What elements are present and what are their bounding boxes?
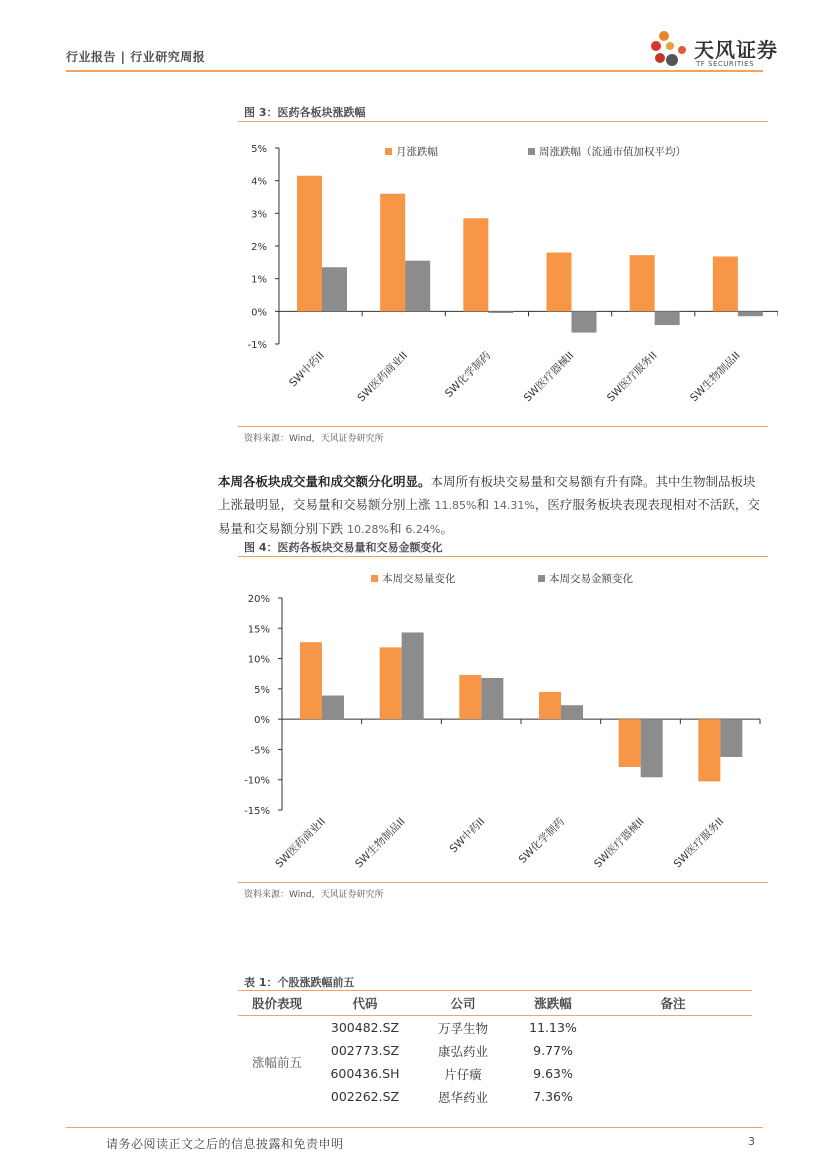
category-label: SW中药II [287,349,327,390]
category-label: SW生物制品II [352,815,408,871]
bar [459,675,481,719]
category-label: SW医疗服务II [671,815,727,871]
figure4-top-rule [238,556,768,557]
stock-note [594,1016,752,1040]
figure4-source: 资料来源：Wind，天风证券研究所 [244,890,384,900]
logo-text: 天风证券 [694,38,778,62]
legend-swatch [538,575,545,582]
y-tick-label: 20% [247,594,270,605]
category-label: SW化学制药 [516,815,567,866]
disclaimer-text: 请务必阅读正文之后的信息披露和免责申明 [106,1137,344,1151]
y-tick-label: 0% [254,715,270,727]
bar [655,311,680,325]
bar [539,692,561,719]
col-header: 涨跌幅 [512,991,594,1016]
bar [463,218,488,311]
category-label: SW医药商业II [355,349,411,405]
para-lead: 本周各板块成交量和成交额分化明显。 [218,474,431,489]
y-tick-label: -10% [244,775,270,787]
y-tick-label: 4% [251,176,267,188]
legend-label: 本周交易量变化 [382,573,456,585]
category-label: SW医疗器械II [591,815,647,871]
stock-company: 万孚生物 [437,1020,488,1036]
bar [322,267,347,311]
table-row [238,1085,752,1108]
logo-subtext: TF SECURITIES [696,60,755,68]
y-tick-label: 3% [251,209,267,221]
figure3-bottom-rule [238,426,768,427]
stock-change: 7.36% [533,1089,573,1104]
col-header: 公司 [414,991,512,1016]
stock-change: 11.13% [529,1020,577,1035]
stock-note [594,1085,752,1108]
y-tick-label: -15% [244,806,270,817]
bar [297,176,322,312]
y-tick-label: -5% [250,745,270,757]
category-label: SW化学制药 [442,349,494,400]
group-label: 涨幅前五 [251,1055,302,1070]
volume-change-chart [238,560,768,882]
bar [547,253,572,312]
legend-label: 本周交易金额变化 [549,573,633,585]
y-tick-label: 5% [251,144,267,155]
category-label: SW医药商业II [273,815,328,871]
bar [619,719,641,767]
report-category: 行业报告 | 行业研究周报 [66,50,206,64]
bar [698,719,720,781]
bar [713,256,738,311]
table-row [238,1039,752,1062]
legend-swatch [371,575,378,582]
figure3-top-rule [238,121,768,122]
col-header: 股价表现 [238,991,316,1016]
category-label: SW中药II [447,815,488,856]
figure3-title: 图 3：医药各板块涨跌幅 [244,106,366,119]
bar [380,647,402,719]
bar [380,194,405,312]
bar [300,642,322,719]
y-tick-label: 5% [254,684,270,696]
table-header-row [238,991,752,1016]
col-header: 备注 [594,991,752,1016]
stock-change: 9.63% [533,1066,573,1081]
bar [561,705,583,719]
logo-mark-icon [650,28,694,72]
y-tick-label: -1% [247,340,267,351]
category-label: SW医疗服务II [604,349,660,405]
legend-label: 周涨跌幅（流通市值加权平均） [539,146,686,158]
stock-company: 康弘药业 [437,1043,488,1059]
y-tick-label: 15% [247,624,270,636]
stock-note [594,1062,752,1085]
figure3-source: 资料来源：Wind，天风证券研究所 [244,434,384,444]
sector-return-chart [238,124,778,426]
stock-code: 300482.SZ [330,1020,400,1035]
table-row [238,1016,752,1040]
stock-code: 002262.SZ [330,1089,400,1104]
bar [402,632,424,719]
stock-change: 9.77% [533,1043,573,1058]
table-title: 表 1：个股涨跌幅前五 [244,976,355,989]
bar [488,311,513,313]
header-divider [66,70,763,72]
y-tick-label: 10% [247,654,270,666]
legend-swatch [528,148,535,155]
stock-note [594,1039,752,1062]
footer-divider [66,1127,763,1128]
bar [641,719,663,777]
bar [738,311,763,316]
bar [322,696,344,720]
bar [720,719,742,757]
bar [405,261,430,312]
col-header: 代码 [316,991,414,1016]
bar [572,311,597,332]
y-tick-label: 1% [251,274,267,286]
stock-company: 恩华药业 [437,1089,488,1105]
top-stocks-table [238,990,752,1108]
table-row [238,1062,752,1085]
category-label: SW医疗器械II [521,349,577,405]
y-tick-label: 2% [251,242,267,253]
bar [481,678,503,719]
bar [630,255,655,311]
y-tick-label: 0% [251,307,267,319]
figure4-title: 图 4：医药各板块交易量和交易金额变化 [244,541,443,554]
stock-code: 600436.SH [330,1066,400,1081]
body-paragraph: 本周各板块成交量和成交额分化明显。本周所有板块交易量和交易额有升有降。其中生物制品板块上涨最明显，交易量和交易额分别上涨 11.85%和 14.31%，医疗服务板块表现表现相对不活跃，交易量和交易额分别下跌 10.28%和 6.24%。 [218,474,760,536]
stock-code: 002773.SZ [330,1043,400,1058]
page-number: 3 [748,1135,755,1148]
stock-company: 片仔癀 [444,1066,482,1082]
legend-swatch [385,148,392,155]
figure4-bottom-rule [238,882,768,883]
category-label: SW生物制品II [688,349,743,405]
legend-label: 月涨跌幅 [396,146,438,158]
